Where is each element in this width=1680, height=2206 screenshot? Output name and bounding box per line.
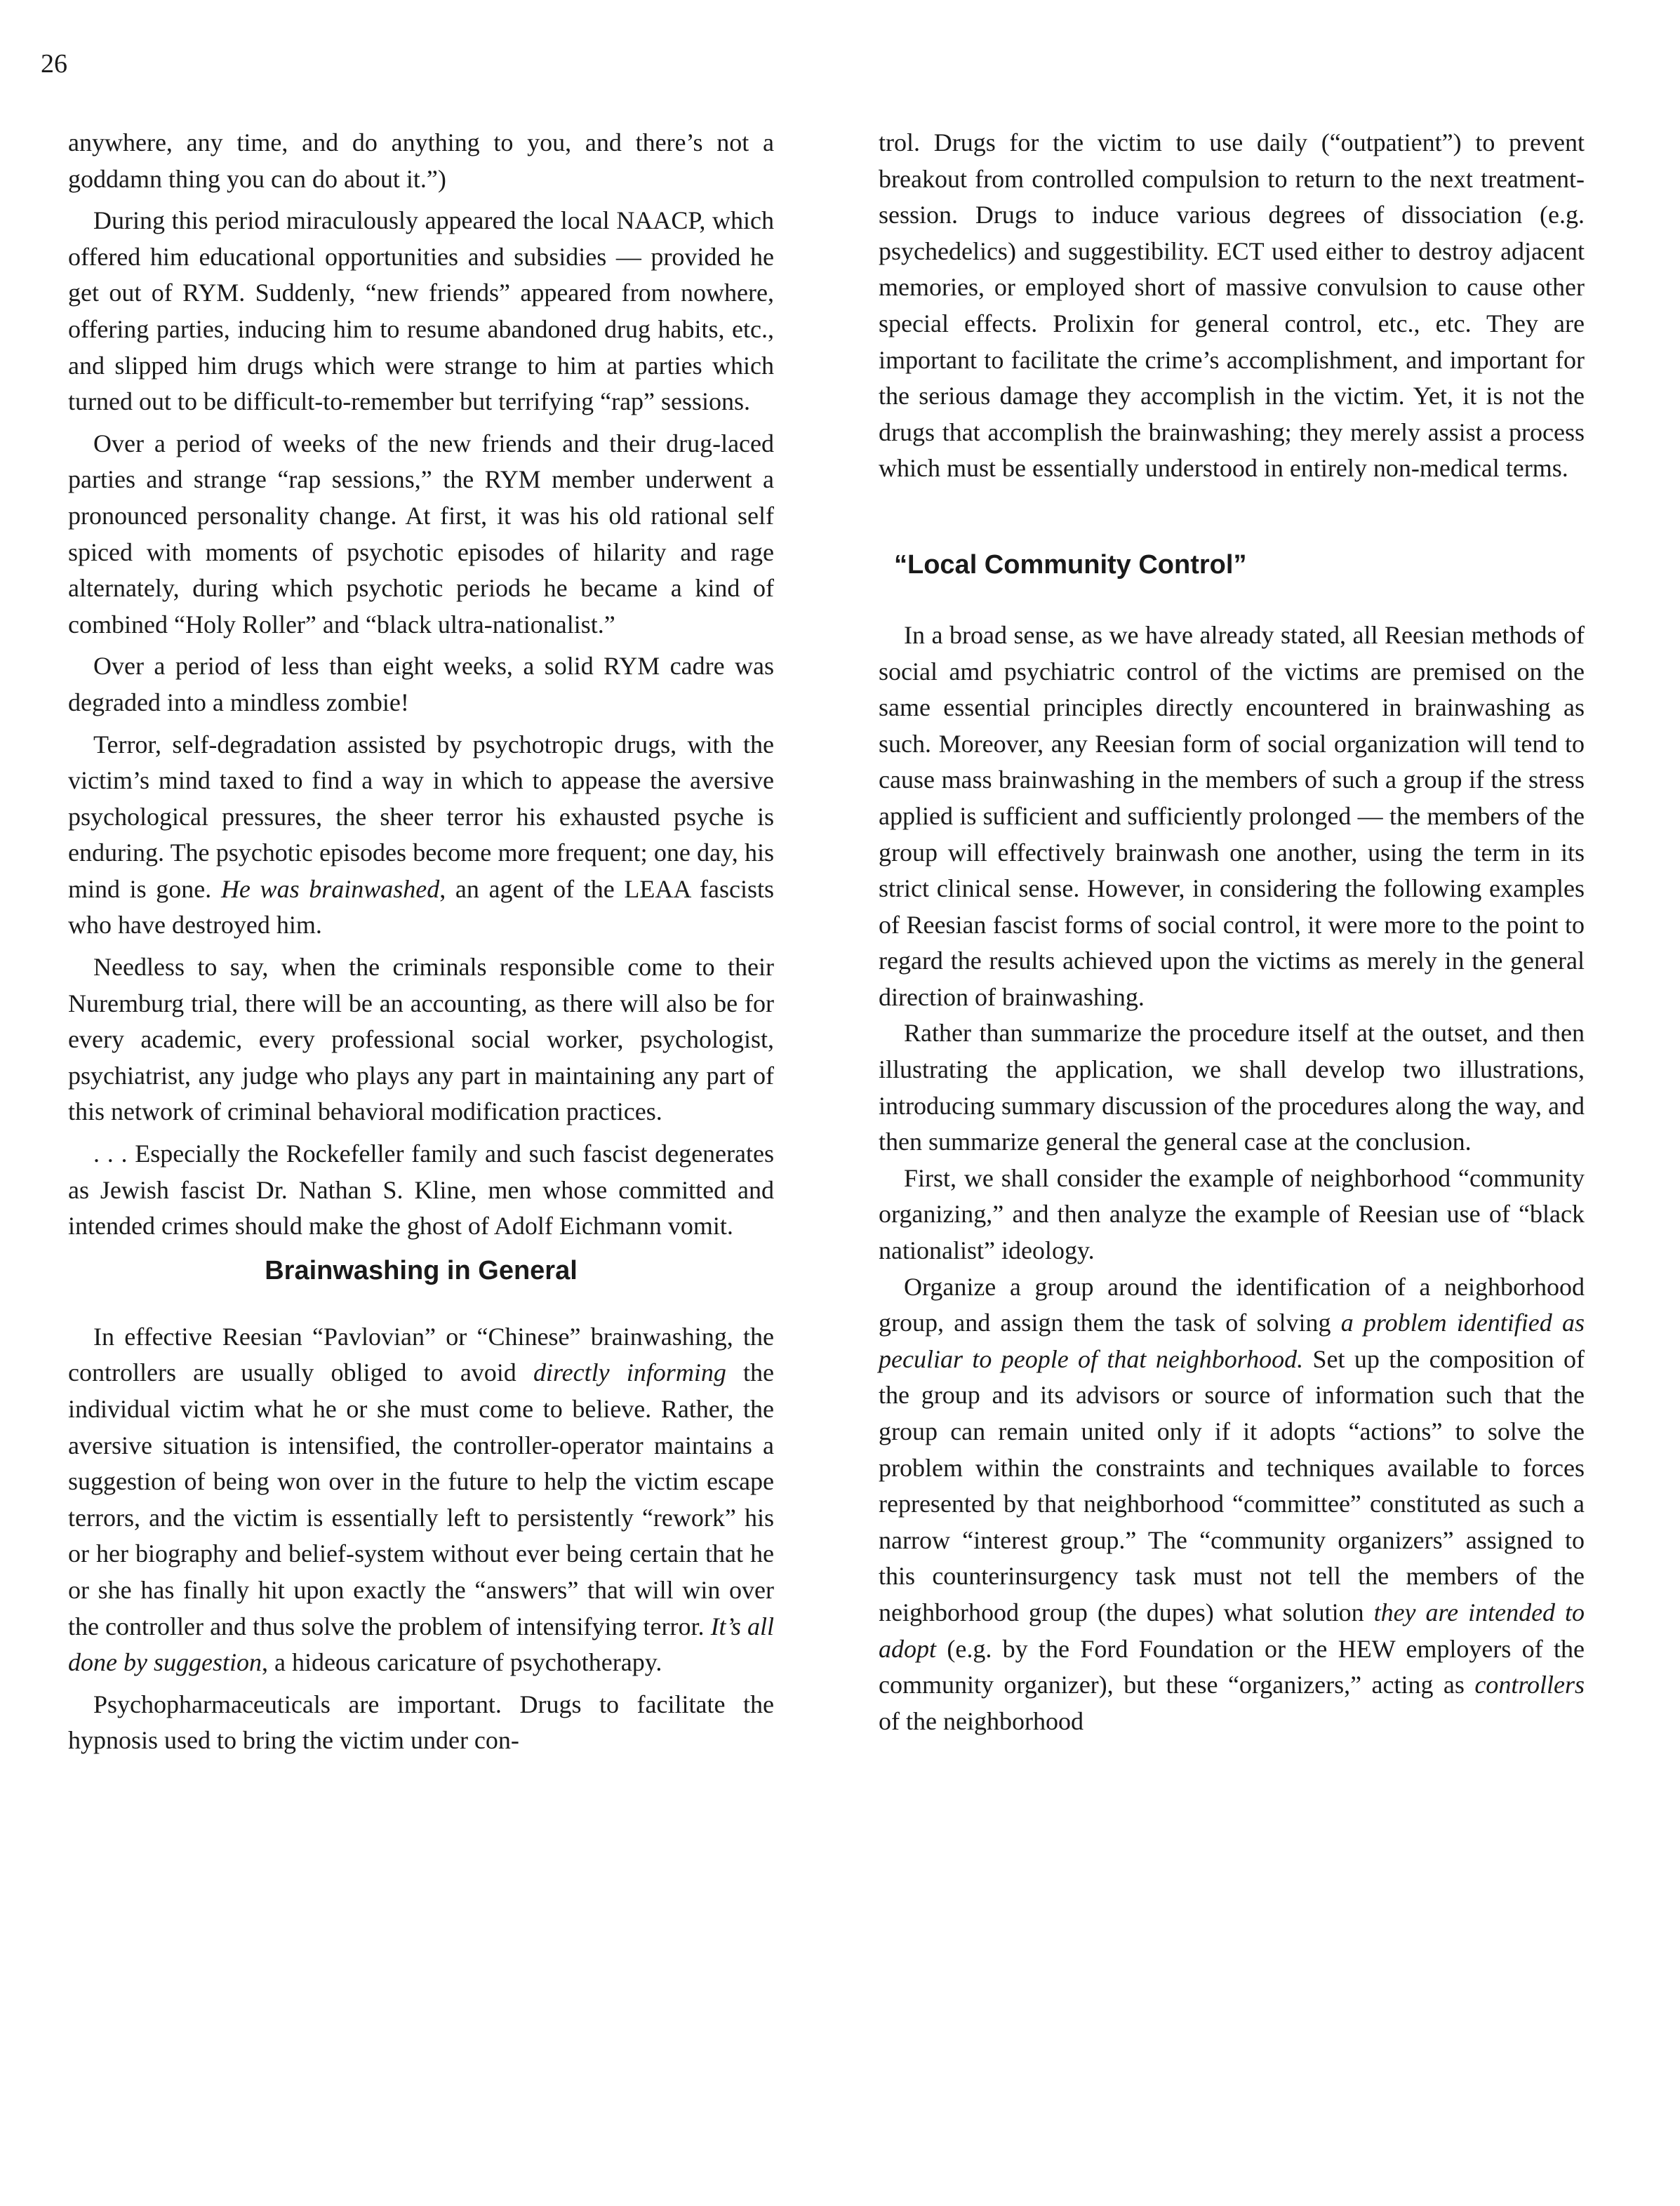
section-heading-community-control: “Local Community Control” bbox=[894, 549, 1247, 580]
right-paragraphs bbox=[879, 125, 1585, 487]
text-run: In a broad sense, as we have already stated, all Reesian methods of social amd psychiatric control of the victims are premised on the same essential principles directly encountered in brainwashing as such. Moreover, any Reesian form of social organization will tend to cause mass brainwashing in the members of such a group if the stress applied is sufficient and sufficiently prolonged — the members of the group will effectively brainwash one another, using the term in its strict clinical sense. However, in considering the following examples of Reesian fascist forms of social control, it were more to the point to regard the results achieved upon the victims as merely in the general direction of brainwashing. bbox=[879, 620, 1585, 1011]
body-paragraph bbox=[68, 426, 774, 643]
body-paragraph bbox=[879, 1015, 1585, 1160]
body-paragraph bbox=[68, 949, 774, 1130]
italic-text: directly informing bbox=[533, 1358, 726, 1387]
text-run: Set up the composition of the group and its advisors or source of information such that the group can remain united only if it adopts “actions” to solve the problem within the constraints and techniques available to forces represented by that neighborhood “committee” constituted as such a narrow “interest group.” The “community organizers” assigned to this counterinsurgency task must not tell the members of the neighborhood group (the dupes) what solution bbox=[879, 1344, 1585, 1626]
italic-text: He was brainwashed bbox=[220, 874, 440, 903]
text-run: Terror, self-degradation assisted by psychotropic drugs, with the victim’s mind taxed to find a way in which to appease the aversive psychological pressures, the sheer terror his exhausted psyche is enduring. The psychotic episodes become more frequent; one day, his mind is gone. bbox=[68, 730, 774, 903]
text-run: , a hideous caricature of psychotherapy. bbox=[261, 1648, 662, 1677]
text-run: During this period miraculously appeared the local NAACP, which offered him educational opportunities and subsidies — provided he get out of RYM. Suddenly, “new friends” appeared from nowhere, offering parties, inducing him to resume abandoned drug habits, etc., and slipped him drugs which were strange to him at parties which turned out to be difficult-to-remember but terrifying “rap” sessions. bbox=[68, 206, 774, 416]
text-run: Over a period of weeks of the new friends and their drug-laced parties and strange “rap sessions,” the RYM member underwent a pronounced personality change. At first, it was his old rational self spiced with moments of psychotic episodes of hilarity and rage alternately, during which psychotic periods he became a kind of combined “Holy Roller” and “black ultra-nationalist.” bbox=[68, 429, 774, 639]
right-paragraphs-after bbox=[879, 617, 1585, 1739]
body-paragraph bbox=[879, 1161, 1585, 1269]
body-paragraph bbox=[68, 727, 774, 944]
body-paragraph bbox=[68, 1136, 774, 1245]
text-run: Rather than summarize the procedure itself at the outset, and then illustrating the application, we shall develop two illustrations, introducing summary discussion of the procedures along the way, and then summarize general the general case at the conclusion. bbox=[879, 1019, 1585, 1156]
text-run: . . . Especially the Rockefeller family and such fascist degenerates as Jewish fascist Dr. Nathan S. Kline, men whose committed and intended crimes should make the ghost of Adolf Eichmann vomit. bbox=[68, 1139, 774, 1241]
text-run: Psychopharmaceuticals are important. Drugs to facilitate the hypnosis used to bring the victim under con- bbox=[68, 1690, 774, 1755]
text-run: the individual victim what he or she must come to believe. Rather, the aversive situation is intensified, the controller-operator maintains a suggestion of being won over in the future to help the victim escape terrors, and the victim is essentially left to persistently “rework” his or her biography and belief-system without ever being certain that he or she has finally hit upon exactly the “answers” that will win over the controller and thus solve the problem of intensifying terror. bbox=[68, 1358, 774, 1640]
text-run: (e.g. by the Ford Foundation or the HEW employers of the community organizer), but these “organizers,” acting as bbox=[879, 1634, 1585, 1699]
body-paragraph bbox=[68, 203, 774, 420]
text-run: , an agent of the LEAA fascists who have destroyed him. bbox=[68, 874, 775, 940]
body-paragraph bbox=[879, 1269, 1585, 1740]
italic-text: It’s all done by suggestion bbox=[68, 1612, 774, 1677]
body-paragraph bbox=[68, 648, 774, 721]
text-run: anywhere, any time, and do anything to you, and there’s not a goddamn thing you can do about it.”) bbox=[68, 128, 774, 193]
text-run: First, we shall consider the example of neighborhood “community organizing,” and then analyze the example of Reesian use of “black nationalist” ideology. bbox=[879, 1163, 1585, 1265]
page-number: 26 bbox=[41, 49, 67, 79]
text-run: of the neighborhood bbox=[879, 1706, 1084, 1735]
body-paragraph bbox=[879, 617, 1585, 1016]
section-heading-brainwashing: Brainwashing in General bbox=[265, 1255, 578, 1285]
body-paragraph bbox=[68, 1319, 774, 1681]
left-column bbox=[68, 125, 774, 1765]
left-paragraphs bbox=[68, 125, 774, 1245]
body-paragraph bbox=[879, 125, 1585, 487]
left-paragraphs-after bbox=[68, 1319, 774, 1759]
text-run: Over a period of less than eight weeks, a solid RYM cadre was degraded into a mindless zombie! bbox=[68, 652, 774, 716]
body-paragraph bbox=[68, 125, 774, 197]
italic-text: they are intended to adopt bbox=[879, 1598, 1585, 1663]
italic-text: controllers bbox=[1474, 1671, 1585, 1699]
text-run: Organize a group around the identification of a neighborhood group, and assign them the task of solving bbox=[879, 1272, 1585, 1337]
italic-text: a problem identified as peculiar to people of that neighborhood. bbox=[879, 1309, 1585, 1373]
right-column bbox=[879, 125, 1585, 1739]
body-paragraph bbox=[68, 1687, 774, 1759]
text-run: Needless to say, when the criminals responsible come to their Nuremburg trial, there will be an accounting, as there will also be for every academic, every professional social worker, psychologist, psychiatrist, any judge who plays any part in maintaining any part of this network of criminal behavioral modification practices. bbox=[68, 953, 774, 1126]
text-run: In effective Reesian “Pavlovian” or “Chinese” brainwashing, the controllers are usually obliged to avoid bbox=[68, 1322, 774, 1387]
text-run: trol. Drugs for the victim to use daily (“outpatient”) to prevent breakout from controlled compulsion to return to the next treatment-session. Drugs to induce various degrees of dissociation (e.g. psychedelics) and suggestibility. ECT used either to destroy adjacent memories, or employed short of massive convulsion to cause other special effects. Prolixin for general control, etc., etc. They are important to facilitate the crime’s accomplishment, and important for the serious damage they accomplish in the victim. Yet, it is not the drugs that accomplish the brainwashing; they merely assist a process which must be essentially understood in entirely non-medical terms. bbox=[879, 128, 1585, 483]
